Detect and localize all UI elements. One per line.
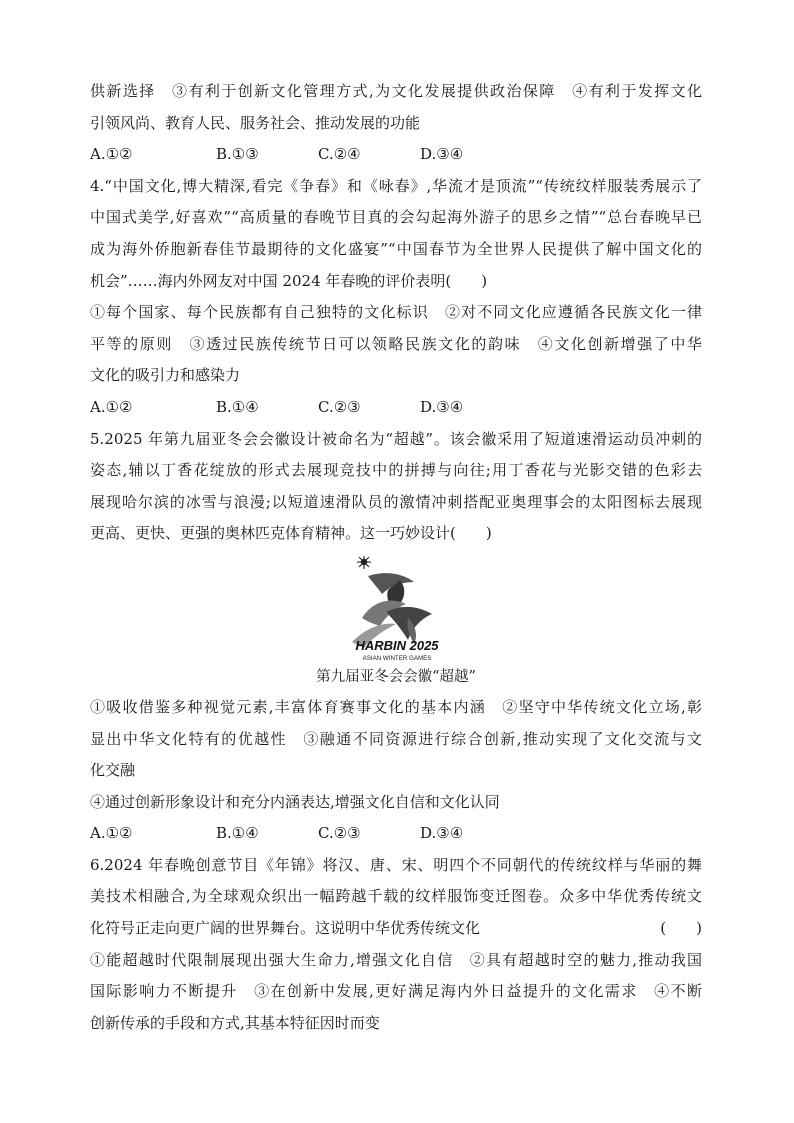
q5-stem-line: 姿态,辅以丁香花绽放的形式去展现竞技中的拼搏与向往;用丁香花与光影交错的色彩去 [90,461,702,480]
q3-option-b: B.①③ [216,145,259,164]
q6-item-line: 国际影响力不断提升 ③在创新中发展,更好满足海内外日益提升的文化需求 ④不断 [90,982,702,1001]
q5-option-a: A.①② [90,824,133,843]
q6-item-line: ①能超越时代限制展现出强大生命力,增强文化自信 ②具有超越时空的魅力,推动我国 [90,950,702,969]
q5-item-line: ④通过创新形象设计和充分内涵表达,增强文化自信和文化认同 [90,792,500,811]
q4-option-c: C.②③ [318,397,361,416]
q4-stem-line: 4.“中国文化,博大精深,看完《争春》和《咏春》,华流才是顶流”“传统纹样服装秀展示了 [90,176,702,195]
q6-stem-line: 6.2024 年春晚创意节目《年锦》将汉、唐、宋、明四个不同朝代的传统纹样与华丽的舞 [90,855,702,874]
q3-option-a: A.①② [90,145,133,164]
q4-option-d: D.③④ [420,397,464,416]
q6-item-line: 创新传承的手段和方式,其基本特征因时而变 [90,1013,380,1032]
q5-item-line: 显出中华文化特有的优越性 ③融通不同资源进行综合创新,推动实现了文化交流与文 [90,729,702,748]
q4-item-line: 平等的原则 ③透过民族传统节日可以领略民族文化的韵味 ④文化创新增强了中华 [90,334,702,353]
emblem-subtitle: ASIAN WINTER GAMES [362,654,432,662]
emblem-title: HARBIN 2025 [355,637,439,653]
q4-stem-line: 成为海外侨胞新春佳节最期待的文化盛宴”“中国春节为全世界人民提供了解中国文化的 [90,239,702,258]
q3-options [90,139,702,171]
q5-options [90,818,702,850]
q3-text-line: 引领风尚、教育人民、服务社会、推动发展的功能 [90,113,421,132]
q4-item-line: ①每个国家、每个民族都有自己独特的文化标识 ②对不同文化应遵循各民族文化一律 [90,303,702,322]
emblem-image [342,556,452,664]
answer-bracket: ( ) [660,919,702,938]
q4-option-b: B.①④ [216,397,259,416]
q6-stem-line [90,913,702,945]
q4-stem-line: 中国式美学,好喜欢”“高质量的春晚节目真的会勾起海外游子的思乡之情”“总台春晚早已 [90,208,702,227]
q5-option-c: C.②③ [318,824,361,843]
q5-option-b: B.①④ [216,824,259,843]
q4-stem-line: 机会”……海内外网友对中国 2024 年春晚的评价表明( ) [90,271,488,290]
q5-stem-line: 5.2025 年第九届亚冬会会徽设计被命名为“超越”。该会徽采用了短道速滑运动员冲刺的 [90,429,702,448]
emblem-caption: 第九届亚冬会会徽“超越” [316,668,476,685]
q6-stem-line: 美技术相融合,为全球观众织出一幅跨越千载的纹样服饰变迁图卷。众多中华优秀传统文 [90,887,702,906]
document-page [90,76,702,1039]
q4-options [90,392,702,424]
q4-option-a: A.①② [90,397,133,416]
q5-stem-line: 展现哈尔滨的冰雪与浪漫;以短道速滑队员的激情冲刺搭配亚奥理事会的太阳图标去展现 [90,492,702,511]
q3-option-d: D.③④ [420,145,464,164]
harbin-2025-emblem [90,550,702,662]
sun-icon [357,556,371,569]
q5-option-d: D.③④ [420,824,464,843]
q3-text-line: 供新选择 ③有利于创新文化管理方式,为文化发展提供政治保障 ④有利于发挥文化 [90,82,702,100]
q5-item-line: 化交融 [90,761,136,780]
q5-stem-line: 更高、更快、更强的奥林匹克体育精神。这一巧妙设计( ) [90,524,492,543]
q3-option-c: C.②④ [318,145,361,164]
q6-stem-text: 化符号正走向更广阔的世界舞台。这说明中华优秀传统文化 [90,919,481,938]
q4-item-line: 文化的吸引力和感染力 [90,366,241,385]
q5-item-line: ①吸收借鉴多种视觉元素,丰富体育赛事文化的基本内涵 ②坚守中华传统文化立场,彰 [90,697,702,716]
